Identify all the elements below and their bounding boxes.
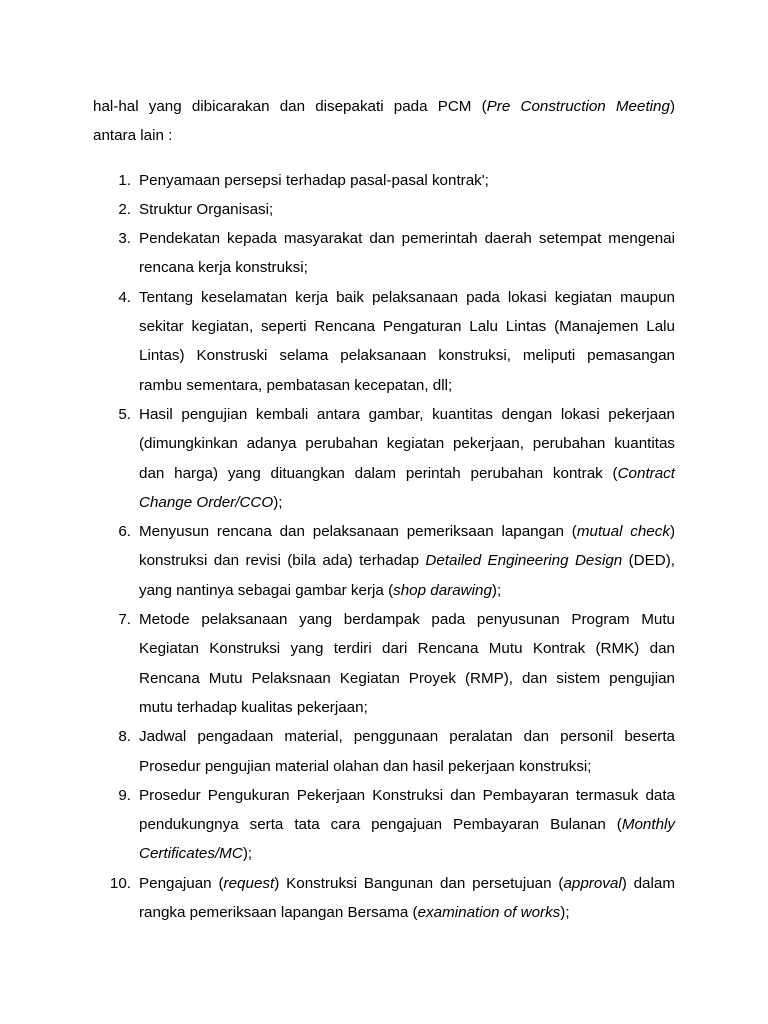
list-item xyxy=(93,224,675,283)
intro-term: Pre Construction Meeting xyxy=(486,98,670,115)
list-item-text: ) Konstruksi Bangunan dan persetujuan ( xyxy=(274,874,564,892)
list-item-text: ); xyxy=(491,581,502,599)
intro-paragraph xyxy=(93,92,675,151)
list-item-italic-term: shop darawing xyxy=(393,581,492,599)
list-item-text: Pengajuan ( xyxy=(139,874,224,892)
list-item xyxy=(93,722,675,781)
intro-close: ) xyxy=(669,98,675,115)
list-item-text: ); xyxy=(560,904,570,922)
list-item xyxy=(93,517,675,605)
list-item-text: ); xyxy=(242,845,253,863)
list-item-text: Metode pelaksanaan yang berdampak pada penyusunan Program Mutu Kegiatan Konstruksi yang terdiri dari Rencana Mutu Kontrak (RMK) dan Rencana Mutu Pelaksnaan Kegiatan Proyek (RMP), dan sistem pengujian mutu terhadap kualitas pekerjaan; xyxy=(139,611,675,716)
list-item-number: 2. xyxy=(118,200,131,218)
list-item-text: Prosedur Pengukuran Pekerjaan Konstruksi dan Pembayaran termasuk data pendukungnya serta tata cara pengajuan Pembayaran Bulanan ( xyxy=(139,786,675,834)
list-item-italic-term: Monthly Certificates/MC xyxy=(139,816,675,863)
list-item-text: Hasil pengujian kembali antara gambar, kuantitas dengan lokasi pekerjaan (dimungkinkan adanya perubahan kegiatan pekerjaan, perubahan kuantitas dan harga) yang dituangkan dalam perintah perubahan kontrak ( xyxy=(139,405,675,482)
list-item-italic-term: mutual check xyxy=(576,523,670,541)
list-item xyxy=(93,166,675,195)
numbered-list xyxy=(93,166,675,928)
list-item-italic-term: Detailed Engineering Design xyxy=(425,552,623,570)
intro-tail: antara lain : xyxy=(93,127,173,145)
list-item-number: 9. xyxy=(118,786,131,804)
list-item-text: ) konstruksi dan revisi (bila ada) terhadap xyxy=(139,523,675,570)
document-body xyxy=(93,92,675,927)
list-item xyxy=(93,283,675,400)
list-item-number: 6. xyxy=(118,523,131,541)
list-item-italic-term: Contract Change Order/CCO xyxy=(139,464,675,511)
list-item-number: 4. xyxy=(118,288,131,306)
list-item-text: Struktur Organisasi; xyxy=(139,200,274,218)
list-item-italic-term: approval xyxy=(563,874,622,892)
list-item xyxy=(93,869,675,928)
list-item-text: Penyamaan persepsi terhadap pasal-pasal kontrak'; xyxy=(139,171,489,189)
list-item-number: 1. xyxy=(118,171,131,189)
list-item-italic-term: examination of works xyxy=(417,904,561,922)
list-item-text: Pendekatan kepada masyarakat dan pemerintah daerah setempat mengenai rencana kerja konstruksi; xyxy=(139,230,675,277)
list-item-number: 5. xyxy=(118,405,131,423)
list-item-italic-term: request xyxy=(223,874,275,892)
intro-text: hal-hal yang dibicarakan dan disepakati pada PCM ( xyxy=(93,98,487,115)
list-item-text: Menyusun rencana dan pelaksanaan pemeriksaan lapangan ( xyxy=(139,523,577,541)
list-item-number: 3. xyxy=(118,230,131,248)
list-item-number: 8. xyxy=(118,728,131,746)
list-item-text: (DED), yang nantinya sebagai gambar kerja ( xyxy=(139,552,676,599)
list-item-number: 7. xyxy=(118,611,131,629)
list-item xyxy=(93,195,675,224)
list-item-text: ); xyxy=(273,493,283,511)
list-item xyxy=(93,605,675,722)
list-item-text: Jadwal pengadaan material, penggunaan peralatan dan personil beserta Prosedur pengujian material olahan dan hasil pekerjaan konstruksi; xyxy=(139,728,675,775)
intro-line-1 xyxy=(93,92,675,121)
list-item xyxy=(93,781,675,869)
list-item-text: Tentang keselamatan kerja baik pelaksanaan pada lokasi kegiatan maupun sekitar kegiatan, seperti Rencana Pengaturan Lalu Lintas (Manajemen Lalu Lintas) Konstruski selama pelaksanaan konstruksi, meliputi pemasangan rambu sementara, pembatasan kecepatan, dll; xyxy=(139,288,675,394)
list-item-number: 10. xyxy=(109,874,131,892)
intro-line-2 xyxy=(93,121,675,150)
list-item xyxy=(93,400,675,517)
list-item-text: ) dalam rangka pemeriksaan lapangan Bersama ( xyxy=(139,874,675,922)
